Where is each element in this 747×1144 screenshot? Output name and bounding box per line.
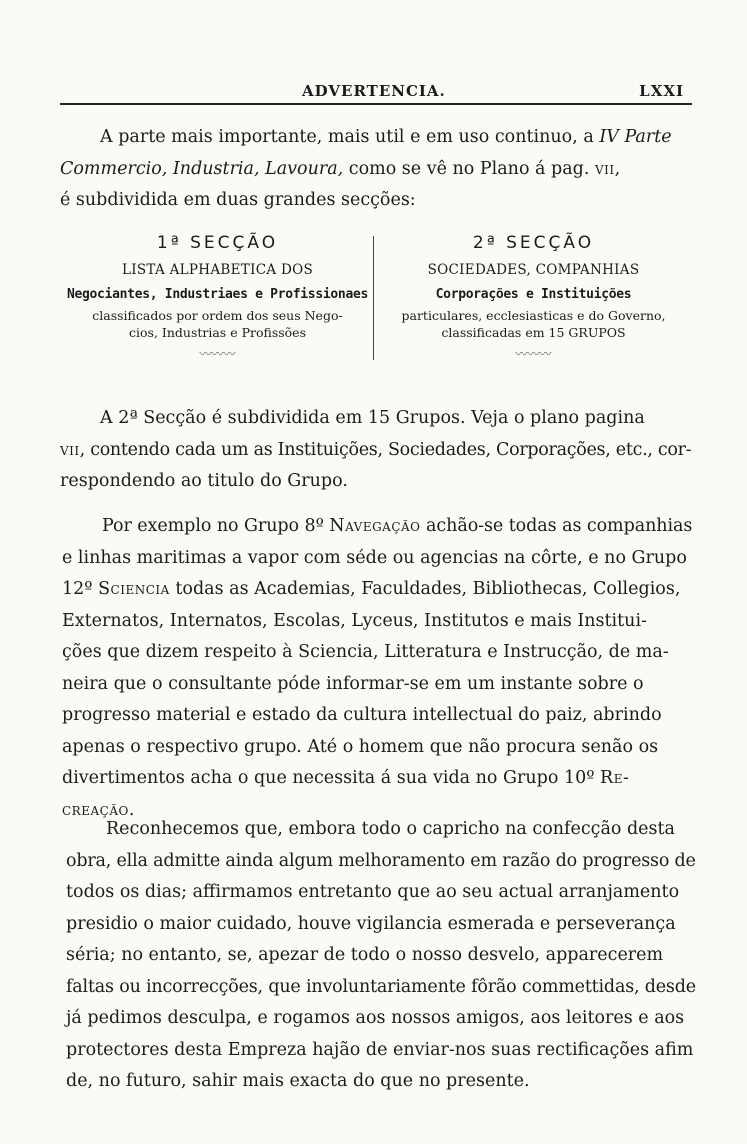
page-number: LXXI bbox=[639, 82, 684, 100]
section-2-title: 2ª SECÇÃO bbox=[472, 233, 595, 253]
section-2-ornament: 〰〰〰 bbox=[515, 347, 552, 361]
section-1-desc-2: cios, Industrias e Profissões bbox=[129, 325, 306, 340]
section-2-desc-2: classificadas em 15 GRUPOS bbox=[441, 325, 626, 340]
section-1-desc-1: classificados por ordem dos seus Nego- bbox=[92, 308, 343, 323]
section-1-title: 1ª SECÇÃO bbox=[156, 233, 279, 253]
running-title: ADVERTENCIA. bbox=[302, 82, 446, 100]
section-2-desc-1: particulares, ecclesiasticas e do Governo, bbox=[401, 308, 666, 323]
section-1-ornament: 〰〰〰 bbox=[199, 347, 236, 361]
sections-table bbox=[60, 232, 692, 372]
section-2 bbox=[375, 232, 692, 359]
intro-paragraph: A parte mais importante, mais util e em uso continuo, a IV Parte Commercio, Industria, Lavoura, como se vê no Plano á pag. vii, é subdividida em duas grandes secções: bbox=[60, 127, 672, 210]
section-2-subheading: Corporações e Instituições bbox=[435, 287, 632, 302]
page-header bbox=[60, 82, 692, 106]
section-1-heading: LISTA ALPHABETICA DOS bbox=[121, 262, 314, 278]
section-divider bbox=[373, 236, 374, 360]
paragraph-3: Por exemplo no Grupo 8º Navegação achão-se todas as companhias e linhas maritimas a vapor com séde ou agencias na côrte, e no Grupo 12º Sciencia todas as Academias, Faculdades, Bibliothecas, Collegios, Externatos, Internatos, Escolas, Lyceus, Institutos e mais Institui- ções que dizem respeito à Sciencia, Litteratura e Instrucção, de ma- neira que o consultante póde informar-se em um instante sobre o progresso material e estado da cultura intellectual do paiz, abrindo apenas o respectivo grupo. Até o homem que não procura senão os divertimentos acha o que necessita á sua vida no Grupo 10º Re- creação. bbox=[62, 516, 693, 820]
header-rule bbox=[60, 103, 692, 105]
paragraph-4: Reconhecemos que, embora todo o capricho na confecção desta obra, ella admitte ainda algum melhoramento em razão do progresso de todos os dias; affirmamos entretanto que ao seu actual arranjamento presidio o maior cuidado, houve vigilancia esmerada e perseverança séria; no entanto, se, apezar de todo o nosso desvelo, apparecerem faltas ou incorrecções, que involuntariamente fôrão commettidas, desde já pedimos desculpa, e rogamos aos nossos amigos, aos leitores e aos protectores desta Empreza hajão de enviar-nos suas rectificações afim de, no futuro, sahir mais exacta do que no presente. bbox=[66, 819, 696, 1091]
section-1-subheading: Negociantes, Industriaes e Profissionaes bbox=[66, 287, 369, 302]
section-1 bbox=[60, 232, 375, 359]
paragraph-2: A 2ª Secção é subdividida em 15 Grupos. Veja o plano pagina vii, contendo cada um as Instituições, Sociedades, Corporações, etc., cor- respondendo ao titulo do Grupo. bbox=[60, 408, 692, 491]
section-2-heading: SOCIEDADES, COMPANHIAS bbox=[427, 262, 640, 278]
